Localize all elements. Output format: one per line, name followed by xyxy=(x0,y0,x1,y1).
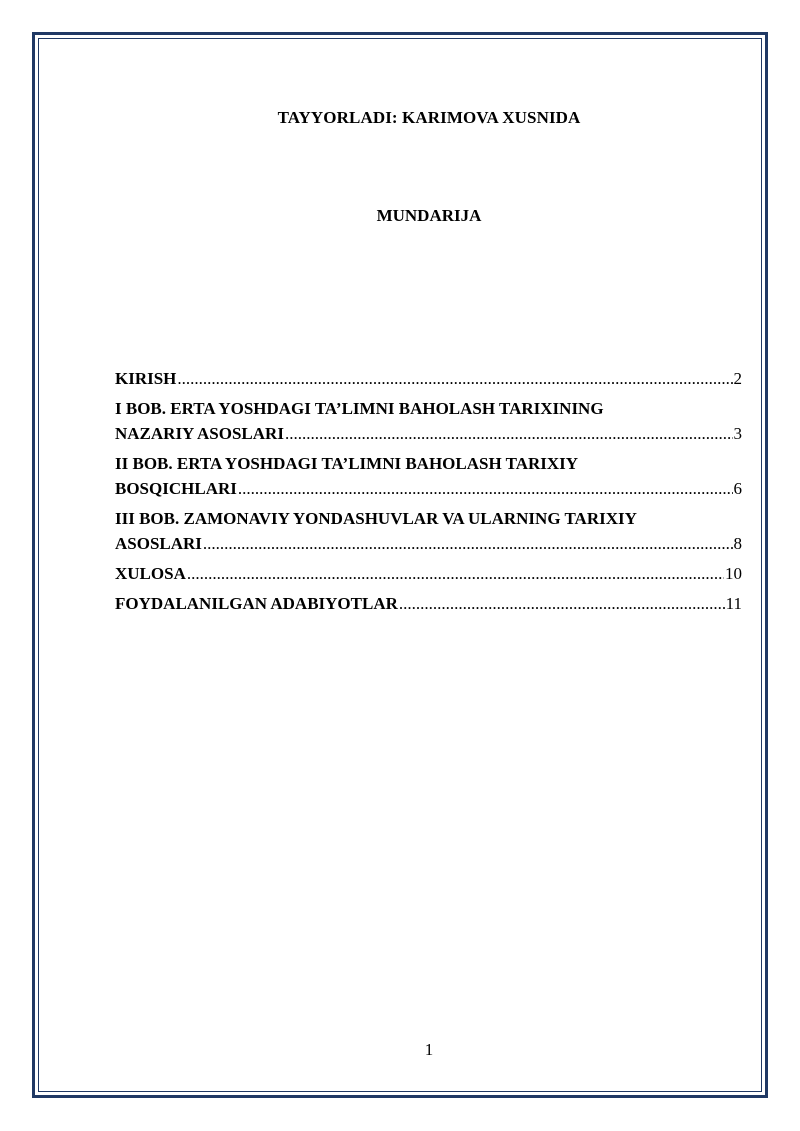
toc-entry-page: 3 xyxy=(733,424,742,443)
toc-leader-dots xyxy=(203,531,733,556)
toc-leader-dots xyxy=(399,591,725,616)
toc-entry-chapter-3[interactable] xyxy=(115,506,742,556)
toc-entry-title-line1: III BOB. ZAMONAVIY YONDASHUVLAR VA ULARNING TARIXIY xyxy=(115,509,637,528)
toc-entry-page: 8 xyxy=(733,534,742,553)
toc-entry-title: KIRISH xyxy=(115,369,177,388)
toc-entry-page: 2 xyxy=(733,369,742,388)
toc-entry-title-line1: II BOB. ERTA YOSHDAGI TA’LIMNI BAHOLASH TARIXIY xyxy=(115,454,579,473)
toc-leader-dots xyxy=(187,561,724,586)
page-number: 1 xyxy=(424,1040,434,1059)
toc-entry-adabiyotlar[interactable] xyxy=(115,591,742,616)
toc-entry-page: 6 xyxy=(733,479,742,498)
toc-entry-title: BOSQICHLARI xyxy=(115,479,237,498)
toc-title: MUNDARIJA xyxy=(376,206,482,225)
toc-entry-chapter-2[interactable] xyxy=(115,451,742,501)
toc-leader-dots xyxy=(177,366,732,391)
toc-entry-title-line1: I BOB. ERTA YOSHDAGI TA’LIMNI BAHOLASH TARIXINING xyxy=(115,399,604,418)
toc-entry-title: FOYDALANILGAN ADABIYOTLAR xyxy=(115,594,398,613)
toc-entry-page: 10 xyxy=(725,564,742,583)
toc-entry-title: ASOSLARI xyxy=(115,534,202,553)
toc-entry-title: NAZARIY ASOSLARI xyxy=(115,424,284,443)
toc-entry-title: XULOSA xyxy=(115,564,186,583)
toc-leader-dots xyxy=(285,421,733,446)
toc-entry-page: 11 xyxy=(725,594,742,613)
toc-entry-xulosa[interactable] xyxy=(115,561,742,586)
author-line: TAYYORLADI: KARIMOVA XUSNIDA xyxy=(277,108,581,127)
table-of-contents xyxy=(115,366,742,621)
toc-leader-dots xyxy=(238,476,733,501)
toc-entry-chapter-1[interactable] xyxy=(115,396,742,446)
toc-entry-kirish[interactable] xyxy=(115,366,742,391)
